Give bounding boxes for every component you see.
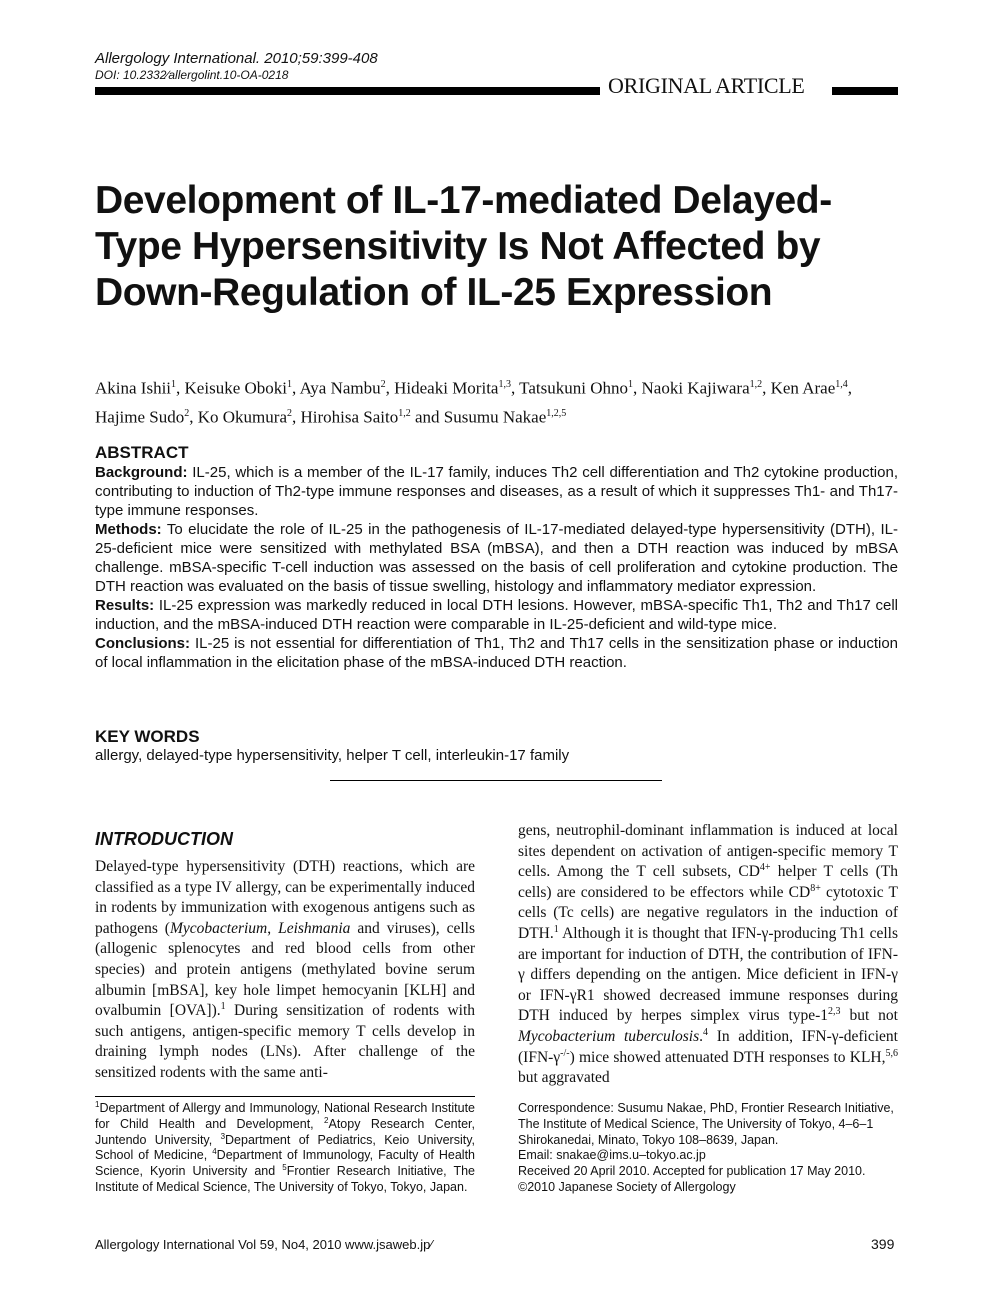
keywords-heading: KEY WORDS xyxy=(95,727,200,746)
author-name: Aya Nambu xyxy=(299,378,381,398)
abstract-background xyxy=(95,463,898,520)
superscript: 4+ xyxy=(759,862,771,874)
received-dates: Received 20 April 2010. Accepted for publication 17 May 2010. xyxy=(518,1164,866,1179)
author-name: Naoki Kajiwara xyxy=(641,378,750,398)
abstract-heading: ABSTRACT xyxy=(95,443,189,462)
intro-text: In addition, IFN-γ-deficient (IFN-γ xyxy=(518,1027,898,1066)
affiliation-text: Frontier Research Initiative, The Institute of Medical Science, The University of Tokyo, Tokyo, Japan. xyxy=(95,1164,475,1194)
affiliation-marker: 1 xyxy=(171,379,177,390)
affiliation-marker: 1 xyxy=(628,379,634,390)
species-name: Leishmania xyxy=(278,919,351,937)
intro-text: helper T cells (Th cells) are considered to be effectors while CD xyxy=(518,863,898,901)
intro-text: cytotoxic T cells (Tc cells) are negative regulators in the induction of DTH. xyxy=(518,883,898,942)
citation-ref[interactable]: 1 xyxy=(220,1001,226,1012)
intro-text: and viruses), cells (allogenic splenocytes and red blood cells from other species) and protein antigens (methylated bovine serum albumin [mBSA], key hole limpet hemocyanin [KLH] and ovalbumin [OVA]). xyxy=(95,919,476,1020)
abstract-methods xyxy=(95,520,898,596)
author-separator: , xyxy=(292,378,300,398)
author-separator: , xyxy=(762,378,771,398)
article-title: Development of IL-17-mediated Delayed-Type Hypersensitivity Is Not Affected by Down-Regulation of IL-25 Expression xyxy=(95,179,832,314)
keywords-text: allergy, delayed-type hypersensitivity, helper T cell, interleukin-17 family xyxy=(95,747,570,764)
author-separator: and xyxy=(410,407,444,427)
background-text: IL-25, which is a member of the IL-17 family, induces Th2 cell differentiation and Th2 cytokine production, contributing to induction of Th2-type immune responses and diseases, as a result of which it suppresses Th1- and Th17-type immune responses. xyxy=(95,464,898,519)
conclusions-label: Conclusions: xyxy=(95,635,191,652)
citation-ref[interactable]: 4 xyxy=(703,1026,709,1038)
methods-label: Methods: xyxy=(95,521,162,538)
keywords xyxy=(95,727,898,765)
correspondence xyxy=(518,1101,898,1196)
author-separator: , xyxy=(847,378,853,398)
author-name: Akina Ishii xyxy=(95,378,172,398)
affiliation-marker: 1,2 xyxy=(398,407,411,419)
species-name: Mycobacterium xyxy=(169,919,268,937)
abstract-conclusions xyxy=(95,634,898,672)
affiliation-marker: 1,2,5 xyxy=(546,407,567,419)
intro-text: ) mice showed attenuated DTH responses to KLH, xyxy=(569,1048,886,1066)
species-name: Mycobacterium tuberculosis xyxy=(518,1027,700,1045)
intro-column-right xyxy=(518,821,898,1089)
background-label: Background: xyxy=(95,464,188,481)
intro-text: During sensitization of rodents with such antigens, antigen-specific memory T cells develop in draining lymph nodes (LNs). After challenge of the sensitized rodents with the same anti- xyxy=(95,1002,475,1081)
affiliations xyxy=(95,1101,475,1196)
affiliation-marker: 2 xyxy=(184,407,190,419)
abstract xyxy=(95,443,898,672)
author-name: Keisuke Oboki xyxy=(184,378,287,398)
author-list xyxy=(95,372,905,429)
page-number: 399 xyxy=(871,1236,895,1252)
journal-citation: Allergology International. 2010;59:399-408 xyxy=(95,50,378,67)
author-name: Hirohisa Saito xyxy=(300,407,399,427)
author-name: Hajime Sudo xyxy=(95,407,185,427)
affiliation-number: 5 xyxy=(282,1163,287,1173)
intro-text: . xyxy=(699,1027,704,1045)
affiliation-number: 4 xyxy=(212,1147,217,1157)
author-name: Ko Okumura xyxy=(197,407,287,427)
citation-ref[interactable]: 2,3 xyxy=(828,1006,841,1018)
introduction-heading: INTRODUCTION xyxy=(95,829,233,849)
author-name: Susumu Nakae xyxy=(443,407,547,427)
affiliation-marker: 1 xyxy=(287,379,292,390)
author-separator: , xyxy=(291,407,301,427)
affiliation-number: 3 xyxy=(220,1131,226,1141)
affiliation-text: Department of Immunology, Faculty of Health Science, Kyorin University and xyxy=(95,1148,475,1179)
correspondence-email[interactable]: Email: snakae@ims.u–tokyo.ac.jp xyxy=(518,1148,706,1163)
affiliation-text: Atopy Research Center, Juntendo University, xyxy=(95,1116,475,1147)
affiliation-text: Department of Allergy and Immunology, National Research Institute for Child Health and Development, xyxy=(95,1101,475,1131)
methods-text: To elucidate the role of IL-25 in the pathogenesis of IL-17-mediated delayed-type hypersensitivity (DTH), IL-25-deficient mice were sensitized with methylated BSA (mBSA), and then a DTH reaction was induced by mBSA challenge. mBSA-specific T-cell induction was assessed on the basis of cell proliferation and cytokine production. The DTH reaction was evaluated on the basis of tissue swelling, histology and inflammatory mediator expression. xyxy=(95,521,898,595)
author-separator: , xyxy=(510,378,520,398)
author-separator: , xyxy=(176,378,185,398)
author-separator: , xyxy=(633,378,642,398)
abstract-results xyxy=(95,596,898,634)
author-separator: , xyxy=(189,407,198,427)
superscript: 8+ xyxy=(810,882,821,894)
affiliation-number: 1 xyxy=(95,1099,100,1109)
intro-text: gens, neutrophil-dominant inflammation is induced at local sites dependent on activation of antigen-specific memory T cells. Among the T cell subsets, CD xyxy=(518,822,898,881)
header-rule-left xyxy=(95,87,600,95)
affiliation-number: 2 xyxy=(324,1115,329,1125)
intro-text: but aggravated xyxy=(518,1069,610,1087)
citation-ref[interactable]: 1 xyxy=(553,923,559,935)
affiliation-marker: 1,4 xyxy=(835,379,848,390)
intro-text: Delayed-type hypersensitivity (DTH) reactions, which are classified as a type IV allergy, can be experimentally induced in rodents by immunization with exogenous antigens such as pathogens ( xyxy=(95,858,475,937)
author-name: Tatsukuni Ohno xyxy=(519,378,629,398)
citation-ref[interactable]: 5,6 xyxy=(885,1047,898,1059)
results-label: Results: xyxy=(95,597,155,614)
intro-text: Although it is thought that IFN-γ-producing Th1 cells are important for induction of DTH, the contribution of IFN-γ differs depending on the antigen. Mice deficient in IFN-γ or IFN-γR1 showed decreased immune responses during DTH induced by herpes simplex virus type-1 xyxy=(518,924,898,1025)
intro-text: but not xyxy=(840,1007,898,1025)
section-divider xyxy=(330,780,662,781)
author-name: Hideaki Morita xyxy=(394,378,499,398)
copyright: ©2010 Japanese Society of Allergology xyxy=(518,1179,736,1194)
author-name: Ken Arae xyxy=(770,378,836,398)
affiliation-marker: 2 xyxy=(380,379,386,390)
author-separator: , xyxy=(385,378,395,398)
results-text: IL-25 expression was markedly reduced in local DTH lesions. However, mBSA-specific Th1, Th2 and Th17 cell induction, and the mBSA-induced DTH reaction were comparable in IL-25-deficient and wild-type mice. xyxy=(95,597,898,633)
affiliation-text: Department of Pediatrics, Keio University, School of Medicine, xyxy=(95,1132,475,1163)
intro-column-left xyxy=(95,857,475,1084)
footnote-rule xyxy=(95,1096,475,1097)
superscript: -/- xyxy=(560,1047,570,1059)
doi[interactable]: DOI: 10.2332∕allergolint.10-OA-0218 xyxy=(95,68,289,82)
conclusions-text: IL-25 is not essential for differentiation of Th1, Th2 and Th17 cells in the sensitization phase or induction of local inflammation in the elicitation phase of the mBSA-induced DTH reaction. xyxy=(95,635,898,671)
correspondence-address: Correspondence: Susumu Nakae, PhD, Frontier Research Initiative, The Institute of Medical Science, The University of Tokyo, 4–6–1 Shirokanedai, Minato, Tokyo 108–8639, Japan. xyxy=(518,1101,894,1147)
affiliation-marker: 2 xyxy=(286,407,292,419)
intro-text: , xyxy=(267,919,279,937)
affiliation-marker: 1,2 xyxy=(749,379,763,390)
article-type-label: ORIGINAL ARTICLE xyxy=(608,73,805,98)
footer-citation[interactable]: Allergology International Vol 59, No4, 2010 www.jsaweb.jp∕ xyxy=(95,1237,433,1252)
header-rule-right xyxy=(832,87,898,95)
affiliation-marker: 1,3 xyxy=(498,379,511,390)
